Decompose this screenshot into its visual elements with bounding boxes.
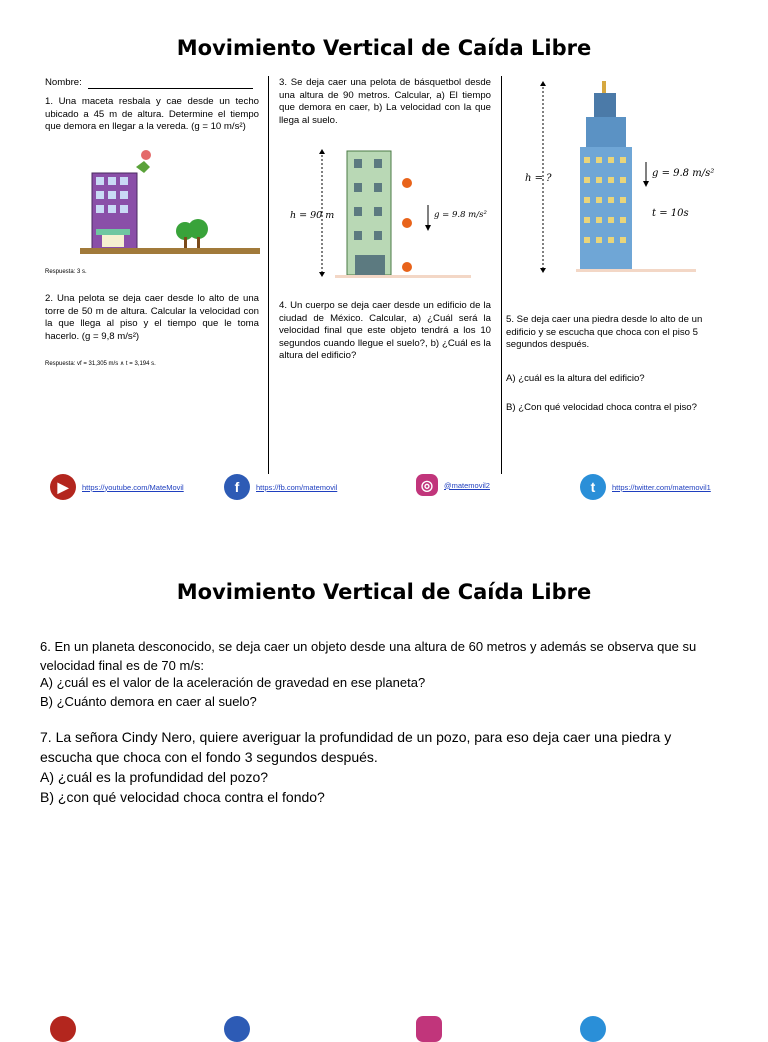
time-label-4: t = 10s: [652, 208, 689, 219]
gravity-label-4: g = 9.8 m/s²: [652, 168, 715, 179]
twitter-icon: [580, 1016, 606, 1042]
youtube-icon: ▶: [50, 474, 76, 500]
column-divider: [268, 76, 269, 474]
question-6-a: A) ¿cuál es el valor de la aceleración de gravedad en ese planeta?: [40, 675, 426, 690]
youtube-link-text[interactable]: https://youtube.com/MateMovil: [82, 482, 184, 492]
name-label: Nombre:: [45, 77, 82, 88]
question-7-b: B) ¿con qué velocidad choca contra el fondo?: [40, 789, 325, 805]
twitter-link-text[interactable]: https://twitter.com/matemovil1: [612, 482, 711, 492]
question-5-a: A) ¿cuál es la altura del edificio?: [506, 373, 645, 384]
question-1: 1. Una maceta resbala y cae desde un techo ubicado a 45 m de altura. Determine el tiempo que demora en llegar a la vereda. (g = 10 m/s²): [45, 96, 259, 133]
page-title: Movimiento Vertical de Caída Libre: [176, 36, 592, 60]
question-7-a: A) ¿cuál es la profundidad del pozo?: [40, 769, 269, 785]
page-title-2: Movimiento Vertical de Caída Libre: [176, 580, 592, 604]
instagram-link-text[interactable]: @matemovil2: [444, 480, 490, 490]
name-line: [88, 88, 253, 89]
facebook-icon: f: [224, 474, 250, 500]
youtube-icon: [50, 1016, 76, 1042]
instagram-icon: ◎: [416, 474, 438, 496]
height-label-4: h = ?: [525, 173, 552, 184]
facebook-icon: [224, 1016, 250, 1042]
question-6-b: B) ¿Cuánto demora en caer al suelo?: [40, 694, 257, 709]
column-divider: [501, 76, 502, 474]
answer-1: Respuesta: 3 s.: [45, 269, 87, 275]
question-5: 5. Se deja caer una piedra desde lo alto de un edificio y se escucha que choca con el piso 5 segundos después.: [506, 314, 703, 351]
gravity-label-3: g = 9.8 m/s²: [434, 210, 487, 220]
question-3: 3. Se deja caer una pelota de básquetbol desde una altura de 90 metros. Calcular, a) El tiempo que demora en caer, b) La velocidad con la que llega al suelo.: [279, 77, 491, 126]
question-5-b: B) ¿Con qué velocidad choca contra el piso?: [506, 402, 697, 413]
youtube-link[interactable]: [50, 474, 184, 500]
building-diagram-1: [80, 145, 260, 257]
answer-2: Respuesta: vf = 31,305 m/s ∧ t = 3,194 s.: [45, 361, 156, 367]
facebook-link-text[interactable]: https://fb.com/matemovil: [256, 482, 338, 492]
instagram-link[interactable]: [416, 474, 490, 496]
question-6: 6. En un planeta desconocido, se deja caer un objeto desde una altura de 60 metros y además se observa que su velocidad final es de 70 m/s:: [40, 639, 697, 673]
facebook-link[interactable]: [224, 474, 337, 500]
question-4: 4. Un cuerpo se deja caer desde un edificio de la ciudad de México. Calcular, a) ¿Cuál será la velocidad final que este objeto tendrá a los 10 segundos cuando llegue el suelo?, b) ¿Cuál es la altura del edificio?: [279, 300, 491, 362]
height-label-3: h = 90 m: [290, 210, 335, 221]
twitter-icon: t: [580, 474, 606, 500]
twitter-link[interactable]: [580, 474, 711, 500]
instagram-icon: [416, 1016, 442, 1042]
question-2: 2. Una pelota se deja caer desde lo alto de una torre de 50 m de altura. Calcular la velocidad con la que llega al piso y el tiempo que le toma hacerlo. (g = 9,8 m/s²): [45, 293, 259, 342]
question-7: 7. La señora Cindy Nero, quiere averiguar la profundidad de un pozo, para eso deja caer una piedra y escucha que choca con el fondo 3 segundos después.: [40, 729, 672, 765]
